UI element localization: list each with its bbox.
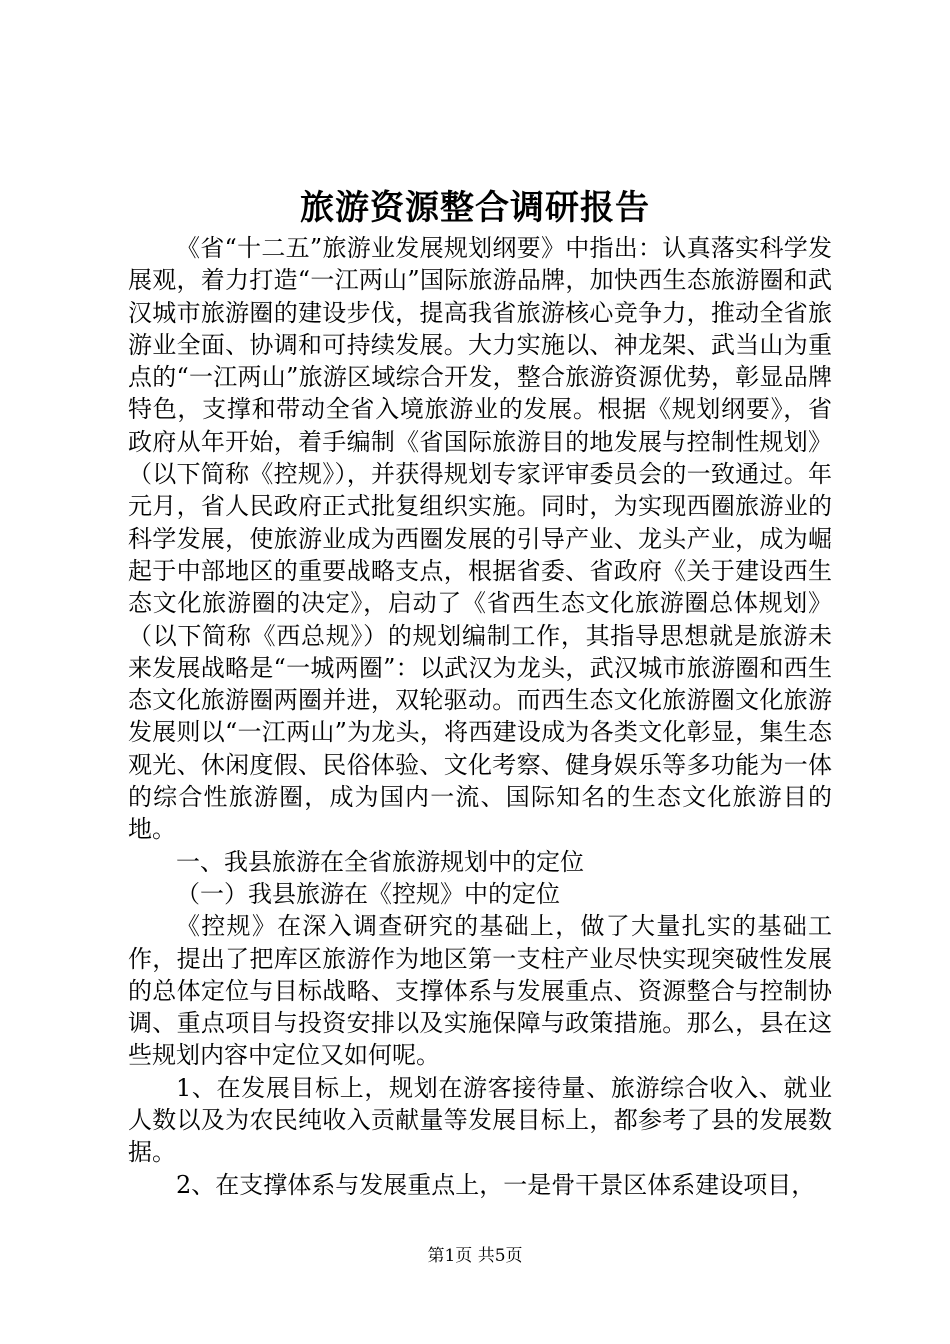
- document-body: [128, 232, 832, 1201]
- paragraph-item-2: 2、在支撑体系与发展重点上，一是骨干景区体系建设项目，: [176, 1170, 816, 1199]
- document-title: 旅游资源整合调研报告: [300, 188, 650, 228]
- paragraph-intro: 《省“十二五”旅游业发展规划纲要》中指出：认真落实科学发展观，着力打造“一江两山”国际旅游品牌，加快西生态旅游圈和武汉城市旅游圈的建设步伐，提高我省旅游核心竞争力，推动全省旅游业全面、协调和可持续发展。大力实施以、神龙架、武当山为重点的“一江两山”旅游区域综合开发，整合旅游资源优势，彰显品牌特色，支撑和带动全省入境旅游业的发展。根据《规划纲要》，省政府从年开始，着手编制《省国际旅游目的地发展与控制性规划》（以下简称《控规》），并获得规划专家评审委员会的一致通过。年元月，省人民政府正式批复组织实施。同时，为实现西圈旅游业的科学发展，使旅游业成为西圈发展的引导产业、龙头产业，成为崛起于中部地区的重要战略支点，根据省委、省政府《关于建设西生态文化旅游圈的决定》，启动了《省西生态文化旅游圈总体规划》（以下简称《西总规》）的规划编制工作，其指导思想就是旅游未来发展战略是“一城两圈”：以武汉为龙头，武汉城市旅游圈和西生态文化旅游圈两圈并进，双轮驱动。而西生态文化旅游圈文化旅游发展则以“一江两山”为龙头，将西建设成为各类文化彰显，集生态观光、休闲度假、民俗体验、文化考察、健身娱乐等多功能为一体的综合性旅游圈，成为国内一流、国际知名的生态文化旅游目的地。: [128, 234, 832, 844]
- section-heading-1: 一、我县旅游在全省旅游规划中的定位: [176, 847, 584, 876]
- subsection-heading-1: （一）我县旅游在《控规》中的定位: [176, 879, 560, 908]
- page-number-footer: 第1页 共5页: [427, 1246, 523, 1266]
- paragraph-kongui: 《控规》在深入调查研究的基础上，做了大量扎实的基础工作，提出了把库区旅游作为地区第一支柱产业尽快实现突破性发展的总体定位与目标战略、支撑体系与发展重点、资源整合与控制协调、重点项目与投资安排以及实施保障与政策措施。那么，县在这些规划内容中定位又如何呢。: [128, 912, 832, 1070]
- paragraph-item-1: 1、在发展目标上，规划在游客接待量、旅游综合收入、就业人数以及为农民纯收入贡献量等发展目标上，都参考了县的发展数据。: [128, 1073, 832, 1167]
